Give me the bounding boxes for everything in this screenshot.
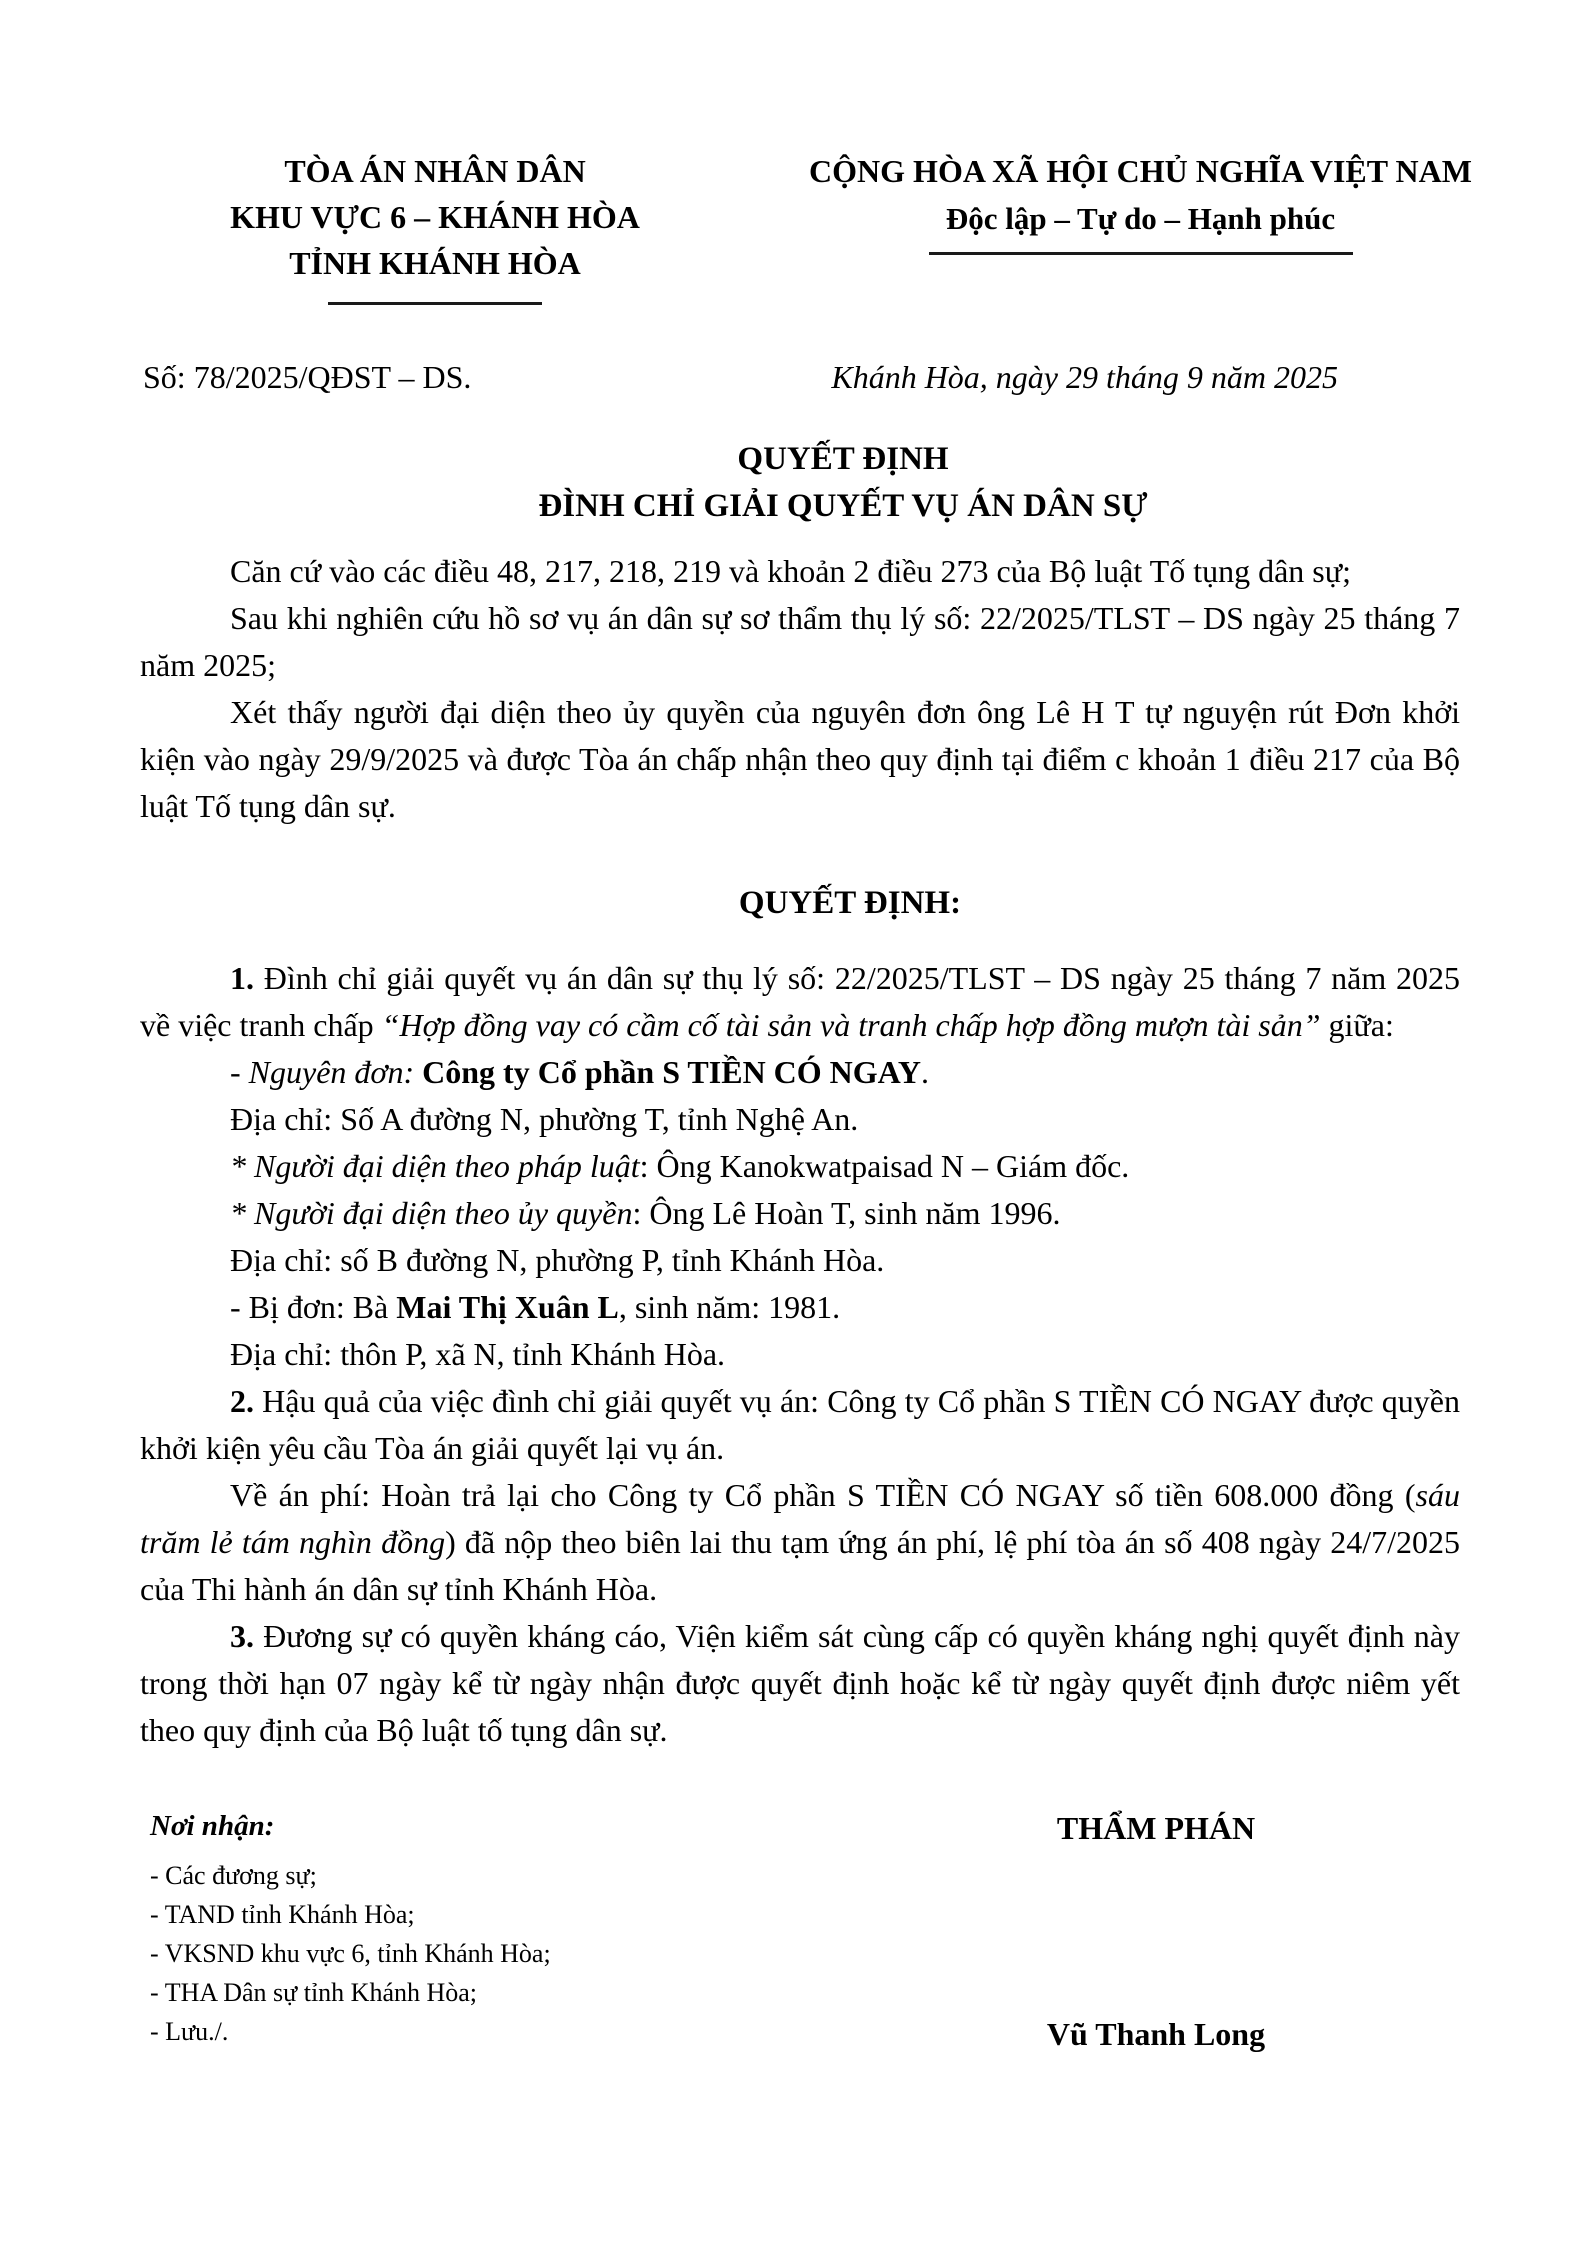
authorized-representative-label: * Người đại diện theo ủy quyền [230, 1195, 633, 1231]
item-2-text: Hậu quả của việc đình chỉ giải quyết vụ án: Công ty Cổ phần S TIỀN CÓ NGAY được quyền khởi kiện yêu cầu Tòa án giải quyết lại vụ án. [140, 1383, 1460, 1466]
document-meta-row [0, 359, 1586, 396]
court-fee-paragraph [140, 1472, 1460, 1613]
document-number: Số: 78/2025/QĐST – DS. [143, 359, 472, 395]
plaintiff-period: . [920, 1054, 929, 1090]
court-name-line-1: TÒA ÁN NHÂN DÂN [284, 153, 586, 189]
fee-amount-in-words: sáu trăm lẻ tám nghìn đồng [140, 1477, 1460, 1560]
independence-motto: Độc lập – Tự do – Hạnh phúc [945, 201, 1336, 236]
recipient-item-1: - Các đương sự; [150, 1861, 317, 1890]
court-name-line-3: TỈNH KHÁNH HÒA [289, 245, 581, 281]
legal-representative-label: * Người đại diện theo pháp luật [230, 1148, 640, 1184]
item-3-number: 3. [230, 1618, 254, 1654]
item-1-number: 1. [230, 960, 254, 996]
defendant-prefix: - Bị đơn: Bà [230, 1289, 397, 1325]
judge-title: THẨM PHÁN [1056, 1810, 1256, 1846]
document-footer [0, 1806, 1586, 2053]
decision-subtitle: ĐÌNH CHỈ GIẢI QUYẾT VỤ ÁN DÂN SỰ [538, 488, 1148, 524]
plaintiff-address-line: Địa chỉ: Số A đường N, phường T, tỉnh Nghệ An. [230, 1101, 859, 1137]
document-header [0, 0, 1586, 305]
motto-underline [929, 252, 1353, 255]
defendant-address-line: Địa chỉ: thôn P, xã N, tỉnh Khánh Hòa. [230, 1336, 726, 1372]
fee-text-after: ) đã nộp theo biên lai thu tạm ứng án phí, lệ phí tòa án số 408 ngày 24/7/2025 của Thi hành án dân sự tỉnh Khánh Hòa. [140, 1524, 1461, 1607]
plaintiff-line [140, 1049, 1460, 1096]
court-name-underline [328, 302, 542, 305]
recipients-label: Nơi nhận: [150, 1810, 275, 1842]
court-name-line-2: KHU VỰC 6 – KHÁNH HÒA [230, 199, 640, 235]
authorized-representative-value: : Ông Lê Hoàn T, sinh năm 1996. [632, 1195, 1061, 1231]
national-motto: CỘNG HÒA XÃ HỘI CHỦ NGHĨA VIỆT NAM [809, 153, 1472, 189]
defendant-suffix: , sinh năm: 1981. [618, 1289, 841, 1325]
plaintiff-label: - Nguyên đơn: [230, 1054, 423, 1090]
legal-representative-value: : Ông Kanokwatpaisad N – Giám đốc. [639, 1148, 1130, 1184]
legal-representative-line [140, 1143, 1460, 1190]
date-location-line: Khánh Hòa, ngày 29 tháng 9 năm 2025 [831, 359, 1338, 395]
decision-item-3 [140, 1613, 1460, 1754]
document-body [140, 548, 1460, 1754]
decision-title: QUYẾT ĐỊNH [737, 441, 949, 477]
plaintiff-name: Công ty Cổ phần S TIỀN CÓ NGAY [422, 1054, 921, 1090]
preamble-paragraph-1: Căn cứ vào các điều 48, 217, 218, 219 và khoản 2 điều 273 của Bộ luật Tố tụng dân sự; [230, 553, 1351, 589]
fee-text-before: Về án phí: Hoàn trả lại cho Công ty Cổ phần S TIỀN CÓ NGAY số tiền 608.000 đồng ( [230, 1477, 1416, 1513]
title-block [0, 436, 1586, 530]
defendant-name: Mai Thị Xuân L [396, 1289, 619, 1325]
defendant-line [140, 1284, 1460, 1331]
decision-item-2 [140, 1378, 1460, 1472]
national-header-block [725, 148, 1556, 305]
decision-item-1 [140, 955, 1460, 1049]
authorized-representative-line [140, 1190, 1460, 1237]
judge-name: Vũ Thanh Long [1046, 2016, 1266, 2052]
preamble-paragraph-3: Xét thấy người đại diện theo ủy quyền của nguyên đơn ông Lê H T tự nguyện rút Đơn khởi kiện vào ngày 29/9/2025 và được Tòa án chấp nhận theo quy định tại điểm c khoản 1 điều 217 của Bộ luật Tố tụng dân sự. [140, 694, 1460, 824]
recipients-block [150, 1806, 876, 2053]
signature-block [876, 1806, 1436, 2053]
item-3-text: Đương sự có quyền kháng cáo, Viện kiểm sát cùng cấp có quyền kháng nghị quyết định này trong thời hạn 07 ngày kể từ ngày nhận được quyết định hoặc kể từ ngày quyết định được niêm yết theo quy định của Bộ luật tố tụng dân sự. [140, 1618, 1460, 1748]
item-1-text-before: Đình chỉ giải quyết vụ án dân sự thụ lý số: 22/2025/TLST – DS ngày 25 tháng 7 năm 2025 về việc tranh chấp [140, 960, 1460, 1043]
item-1-dispute-quote: “Hợp đồng vay có cầm cố tài sản và tranh chấp hợp đồng mượn tài sản” [381, 1007, 1321, 1043]
recipient-item-3: - VKSND khu vực 6, tỉnh Khánh Hòa; [150, 1939, 551, 1968]
item-2-number: 2. [230, 1383, 254, 1419]
court-name-block [145, 148, 725, 305]
recipient-item-4: - THA Dân sự tỉnh Khánh Hòa; [150, 1978, 478, 2007]
preamble-paragraph-2: Sau khi nghiên cứu hồ sơ vụ án dân sự sơ thẩm thụ lý số: 22/2025/TLST – DS ngày 25 tháng 7 năm 2025; [140, 600, 1460, 683]
recipient-item-2: - TAND tỉnh Khánh Hòa; [150, 1900, 415, 1929]
item-1-text-after: giữa: [1320, 1007, 1394, 1043]
recipient-item-5: - Lưu./. [150, 2017, 229, 2046]
decision-section-heading: QUYẾT ĐỊNH: [738, 885, 962, 921]
representative-address-line: Địa chỉ: số B đường N, phường P, tỉnh Khánh Hòa. [230, 1242, 885, 1278]
